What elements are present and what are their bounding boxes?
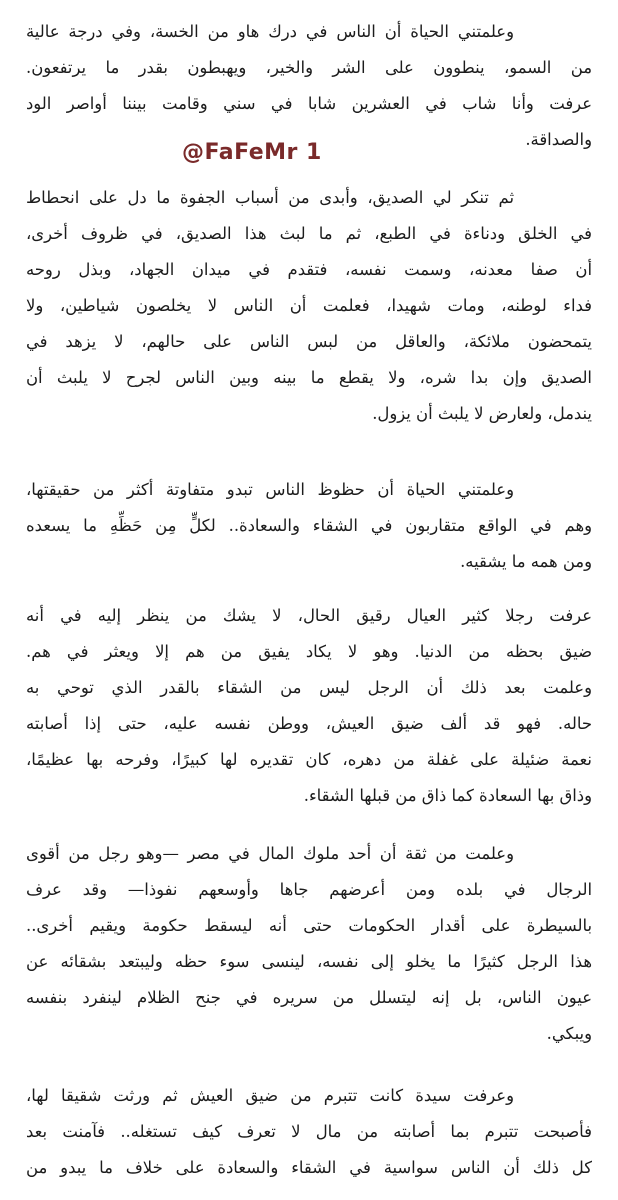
text-line: أن صفا معدنه، وسمت نفسه، فتقدم في ميدان الجهاد، وبذل روحه — [26, 260, 592, 279]
watermark-handle: @FaFeMr 1 — [182, 140, 322, 165]
text-line: والصداقة. — [525, 130, 592, 149]
text-line: كل ذلك أن الناس سواسية في الشقاء والسعادة على خلاف ما يبدو من — [26, 1158, 592, 1177]
text-line: عرفت رجلا كثير العيال رقيق الحال، لا يشك من ينظر إليه في أنه — [26, 606, 592, 625]
text-line: الصديق وإن بدا شره، ولا يقطع ما بينه وبين الناس لجرح لا يلبث أن — [26, 368, 592, 387]
text-line: وعلمتني الحياة أن حظوظ الناس تبدو متفاوتة أكثر من حقيقتها، — [26, 480, 514, 499]
text-line: وذاق بها السعادة كما ذاق من قبلها الشقاء. — [303, 786, 592, 805]
text-line: يندمل، ولعارض لا يلبث أن يزول. — [372, 404, 592, 423]
text-line: حاله. فهو قد ألف ضيق العيش، ووطن نفسه عليه، حتى إذا أصابته — [26, 714, 592, 733]
text-line: يتمحضون ملائكة، والعاقل من لبس الناس على حالهم، لا يزهد في — [26, 332, 592, 351]
paragraph-6 — [26, 1078, 592, 1186]
text-line: وعلمت بعد ذلك أن الرجل ليس من الشقاء بالقدر الذي توحي به — [26, 678, 592, 697]
text-line: فأصبحت تتبرم بما أصابته من مال لا تعرف كيف تستغله.. فآمنت بعد — [26, 1122, 592, 1141]
text-line: ثم تنكر لي الصديق، وأبدى من أسباب الجفوة ما دل على انحطاط — [26, 188, 514, 207]
text-line: وهم في الواقع متقاربون في الشقاء والسعادة.. لكلٍّ مِن حَظِّهِ ما يسعده — [26, 516, 592, 535]
text-line: وعلمتني الحياة أن الناس في درك هاو من الخسة، وفي درجة عالية — [26, 22, 514, 41]
paragraph-2 — [26, 180, 592, 432]
text-line: عيون الناس، بل إنه ليتسلل من سريره في جنح الظلام لينفرد بنفسه — [26, 988, 592, 1007]
text-line: ومن همه ما يشقيه. — [460, 552, 592, 571]
text-line: وعلمت من ثقة أن أحد ملوك المال في مصر —وهو رجل من أقوى — [26, 844, 514, 863]
text-line: هذا الرجل كثيرًا ما يخلو إلى نفسه، لينسى سوء حظه وليبتعد بشقائه عن — [26, 952, 592, 971]
text-line: بالسيطرة على أقدار الحكومات حتى أنه ليسقط حكومة ويقيم أخرى.. — [26, 916, 592, 935]
text-line: في الخلق ودناءة في الطبع، ثم ما لبث هذا الصديق، في ظروف أخرى، — [26, 224, 592, 243]
text-line: نعمة ضئيلة على غفلة من دهره، كان تقديره لها كبيرًا، وفرحه بها عظيمًا، — [26, 750, 592, 769]
text-line: من السمو، ينطوون على الشر والخير، ويهبطون بقدر ما يرتفعون. — [26, 58, 592, 77]
paragraph-4 — [26, 598, 592, 814]
text-line: ضيق بحظه من الدنيا. وهو لا يكاد يفيق من هم إلا ويعثر في هم. — [26, 642, 592, 661]
paragraph-1 — [26, 14, 592, 158]
text-line: وعرفت سيدة كانت تتبرم من ضيق العيش ثم ورثت شقيقا لها، — [26, 1086, 514, 1105]
text-line: ويبكي. — [546, 1024, 592, 1043]
paragraph-5 — [26, 836, 592, 1052]
text-line: الرجال في بلده ومن أعرضهم جاها وأوسعهم نفوذا— وقد عرف — [26, 880, 592, 899]
paragraph-3 — [26, 472, 592, 580]
text-line: عرفت وأنا شاب في العشرين شابا في سني وقامت بيننا أواصر الود — [26, 94, 592, 113]
text-line: فداء لوطنه، ومات شهيدا، فعلمت أن الناس لا يخلصون شياطين، ولا — [26, 296, 592, 315]
